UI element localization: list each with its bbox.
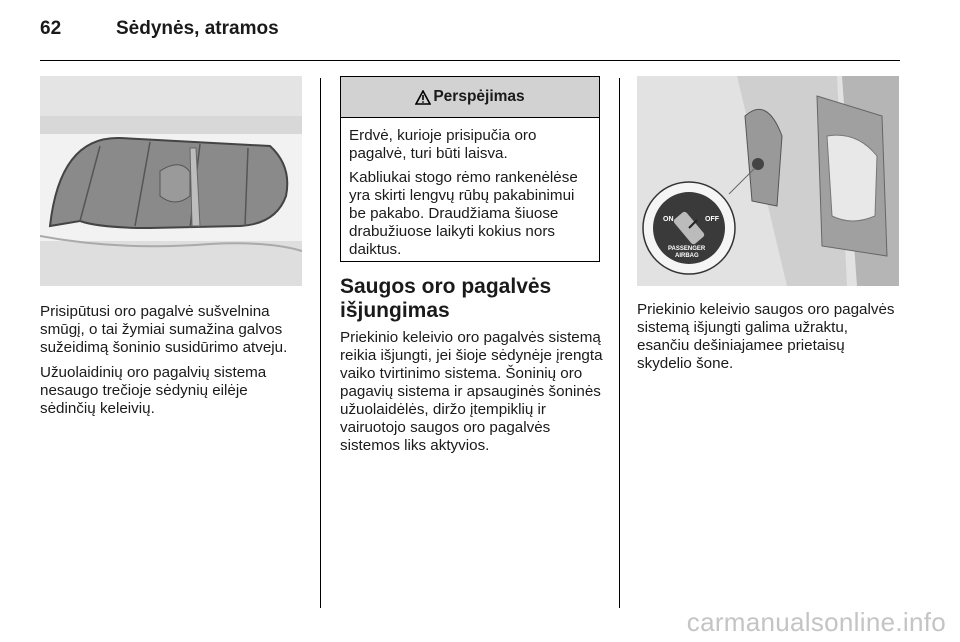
page-title: Sėdynės, atramos [116, 18, 279, 39]
watermark: carmanualsonline.info [686, 607, 946, 637]
middle-column-section [340, 275, 605, 462]
right-column-text [637, 301, 899, 380]
warning-header [341, 77, 599, 118]
section-heading: Saugos oro pagalvės išjungimas [340, 275, 552, 322]
left-column-text [40, 303, 305, 425]
left-paragraph-1: Prisipūtusi oro pagalvė sušvelnina smūgį, o tai žymiai sumažina galvos sužeidimą šoninio susidūrimo atveju. [40, 303, 288, 356]
switch-airbag-label: AIRBAG [675, 253, 699, 259]
warning-paragraph-2: Kabliukai stogo rėmo rankenėlėse yra skirti lengvų rūbų pakabinimui be pakabo. Draudžiama šiuose drabužiuose laikyti kokius nors daiktus. [349, 169, 578, 258]
column-divider-2 [619, 78, 620, 608]
switch-off-label: OFF [705, 216, 719, 223]
curtain-airbag-illustration [40, 76, 302, 286]
switch-passenger-label: PASSENGER [668, 246, 706, 252]
warning-paragraph-1: Erdvė, kurioje prisipučia oro pagalvė, turi būti laisva. [349, 127, 537, 162]
warning-box [340, 76, 600, 262]
warning-triangle-icon [415, 90, 431, 105]
curtain-airbag-figure [40, 76, 302, 286]
header-rule [40, 60, 900, 61]
airbag-switch-figure [637, 76, 899, 286]
left-paragraph-2: Užuolaidinių oro pagalvių sistema nesaugo trečioje sėdynių eilėje sėdinčių keleivių. [40, 364, 267, 417]
switch-on-label: ON [663, 216, 674, 223]
warning-title: Perspėjimas [433, 88, 525, 105]
section-paragraph: Priekinio keleivio oro pagalvės sistemą reikia išjungti, jei šioje sėdynėje įrengta vaiko tvirtinimo sistema. Šoninių oro pagavių sistema ir apsauginės šoninės užuolaidėlės, diržo įtempiklių ir vairuotojo saugos oro pagalvės sistemos liks aktyvios. [340, 329, 603, 454]
right-paragraph: Priekinio keleivio saugos oro pagalvės sistemą išjungti galima užraktu, esančiu dešiniajamee prietaisų skydelio šone. [637, 301, 895, 372]
warning-body [341, 118, 599, 259]
page-number: 62 [40, 18, 62, 39]
column-divider-1 [320, 78, 321, 608]
